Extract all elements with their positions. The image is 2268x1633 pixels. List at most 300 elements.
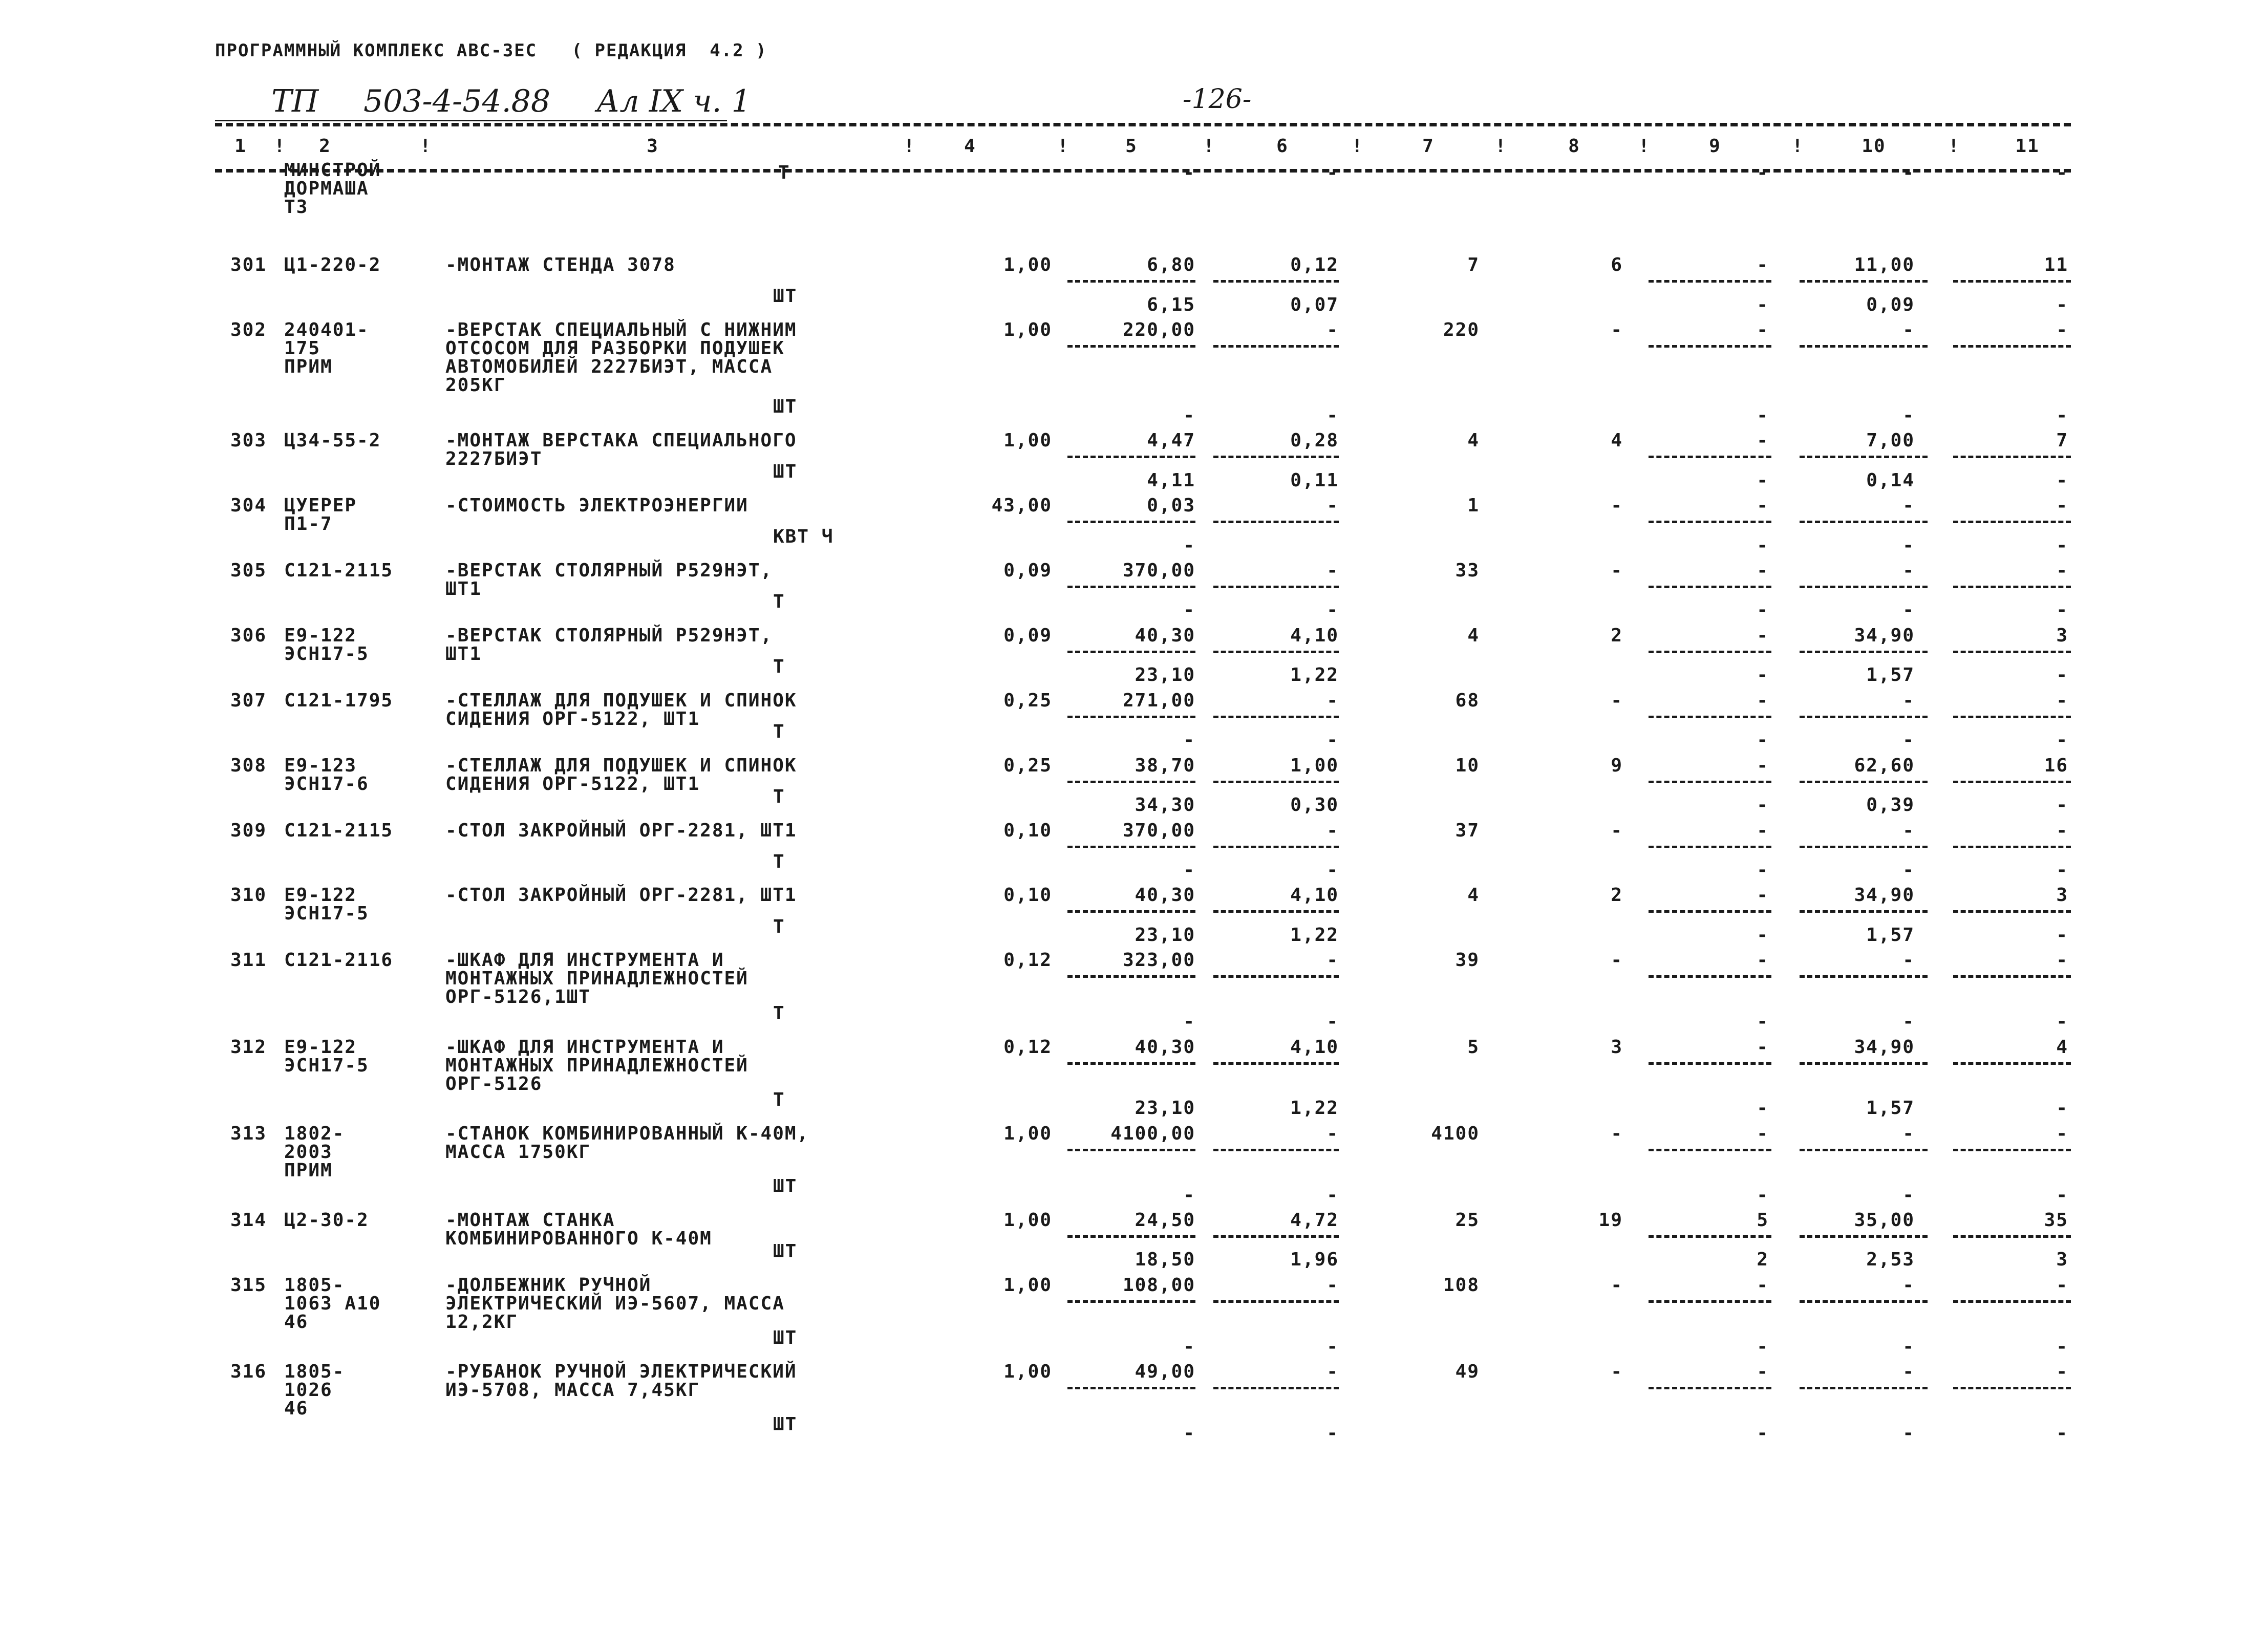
cell-c9-primary: - (1757, 690, 1769, 711)
item-quantity: 0,25 (1003, 755, 1052, 776)
subtotal-rule (1213, 1149, 1339, 1151)
cell-c10-primary: - (1902, 690, 1915, 711)
subtotal-rule (1067, 1149, 1195, 1151)
subtotal-rule (1067, 586, 1195, 588)
cell-c9-secondary: - (1757, 162, 1769, 183)
item-quantity: 0,09 (1003, 560, 1052, 581)
subtotal-rule (1649, 781, 1771, 783)
subtotal-rule (1067, 910, 1195, 913)
cell-c6-primary: 4,10 (1290, 885, 1339, 906)
subtotal-rule (1067, 1062, 1195, 1065)
subtotal-rule (1213, 1387, 1339, 1389)
cell-c6-secondary: - (1326, 1184, 1339, 1206)
cell-c11-secondary: - (2056, 1184, 2068, 1206)
cell-c9-secondary: - (1757, 1336, 1769, 1357)
cell-c7-primary: 25 (1455, 1209, 1480, 1231)
cell-c9-secondary: - (1757, 860, 1769, 881)
cell-c9-primary: - (1757, 625, 1769, 646)
cell-c9-secondary: - (1757, 599, 1769, 621)
cell-c11-secondary: 3 (2056, 1249, 2068, 1271)
subtotal-rule (1067, 781, 1195, 783)
subtotal-rule (1800, 975, 1928, 978)
item-quantity: 1,00 (1003, 1123, 1052, 1144)
column-header-8: 8 (1568, 136, 1580, 157)
subtotal-rule (1953, 910, 2071, 913)
item-quantity: 1,00 (1003, 1209, 1052, 1231)
item-description: -ВЕРСТАК СТОЛЯРНЫЙ Р529НЭТ, ШТ1 (445, 560, 773, 599)
item-quantity: 0,09 (1003, 625, 1052, 646)
cell-c11-primary: - (2056, 495, 2068, 516)
cell-c6-secondary: - (1326, 1336, 1339, 1357)
cell-c9-primary: 5 (1757, 1209, 1769, 1231)
item-quantity: 0,25 (1003, 690, 1052, 711)
item-quantity: 1,00 (1003, 430, 1052, 452)
cell-c5-secondary: 4,11 (1147, 469, 1195, 491)
item-unit: ШТ (773, 286, 798, 307)
cell-c5-secondary: 6,15 (1147, 294, 1195, 315)
cell-c10-secondary: 1,57 (1866, 664, 1915, 686)
cell-c6-primary: - (1326, 162, 1339, 183)
cell-c6-primary: - (1326, 560, 1339, 581)
cell-c9-primary: - (1757, 950, 1769, 971)
row-number: 302 (230, 319, 267, 340)
cell-c6-primary: 4,72 (1290, 1209, 1339, 1231)
cell-c8-primary: - (1611, 1361, 1623, 1382)
cell-c11-secondary: - (2056, 1011, 2068, 1033)
cell-c11-primary: 35 (2044, 1209, 2068, 1231)
cell-c5-primary: 108,00 (1122, 1274, 1195, 1296)
cell-c10-primary: - (1902, 1361, 1915, 1382)
cell-c5-primary: 323,00 (1122, 950, 1195, 971)
cell-c11-primary: - (2056, 950, 2068, 971)
cell-c7-primary: 108 (1443, 1274, 1480, 1296)
cell-c8-primary: - (1611, 495, 1623, 516)
cell-c8-primary: 2 (1611, 885, 1623, 906)
row-number: 311 (230, 950, 267, 971)
item-description: -СТАНОК КОМБИНИРОВАННЫЙ К-40М, МАССА 1750КГ (445, 1123, 809, 1163)
subtotal-rule (1213, 781, 1339, 783)
column-header-1: 1 (234, 136, 247, 157)
cell-c9-secondary: - (1757, 404, 1769, 426)
cell-c11-secondary: - (2056, 534, 2068, 556)
item-description: -МОНТАЖ СТАНКА КОМБИНИРОВАННОГО К-40М (445, 1209, 712, 1249)
cell-c6-primary: - (1326, 495, 1339, 516)
cell-c9-secondary: - (1757, 469, 1769, 491)
item-unit: Т (773, 1089, 785, 1110)
cell-c10-primary: 7,00 (1866, 430, 1915, 452)
cell-c8-primary: 2 (1611, 625, 1623, 646)
cell-c5-primary: 40,30 (1135, 625, 1195, 646)
item-unit: ШТ (773, 1414, 798, 1435)
cell-c10-primary: 62,60 (1854, 755, 1915, 776)
subtotal-rule (1213, 1062, 1339, 1065)
cell-c10-secondary: - (1902, 860, 1915, 881)
subtotal-rule (1213, 586, 1339, 588)
cell-c6-secondary: 1,22 (1290, 664, 1339, 686)
column-header-6: 6 (1276, 136, 1289, 157)
cell-c9-secondary: 2 (1757, 1249, 1769, 1271)
subtotal-rule (1800, 521, 1928, 523)
item-description: -МОНТАЖ СТЕНДА 3078 (445, 254, 676, 275)
item-code: 1805- 1063 А10 46 (284, 1274, 381, 1333)
subtotal-rule (1067, 456, 1195, 458)
cell-c10-secondary: - (1902, 404, 1915, 426)
cell-c5-primary: 40,30 (1135, 885, 1195, 906)
cell-c10-secondary: 0,09 (1866, 294, 1915, 315)
cell-c9-primary: - (1757, 1361, 1769, 1382)
cell-c6-primary: - (1326, 319, 1339, 340)
cell-c11-primary: - (2056, 560, 2068, 581)
doc-underline (215, 120, 727, 121)
cell-c5-secondary: - (1183, 860, 1195, 881)
row-number: 303 (230, 430, 267, 452)
cell-c5-secondary: 18,50 (1135, 1249, 1195, 1271)
cell-c7-primary: 1 (1467, 495, 1480, 516)
item-code: С121-1795 (284, 690, 394, 711)
subtotal-rule (1649, 651, 1771, 653)
item-description: -ВЕРСТАК СТОЛЯРНЫЙ Р529НЭТ, ШТ1 (445, 625, 773, 664)
cell-c11-primary: - (2056, 1274, 2068, 1296)
row-number: 305 (230, 560, 267, 581)
cell-c6-primary: 0,12 (1290, 254, 1339, 275)
cell-c10-secondary: - (1902, 1422, 1915, 1444)
subtotal-rule (1800, 280, 1928, 283)
subtotal-rule (1953, 975, 2071, 978)
cell-c10-secondary: 0,39 (1866, 794, 1915, 816)
cell-c11-secondary: - (2056, 294, 2068, 315)
item-unit: Т (773, 721, 785, 742)
subtotal-rule (1953, 345, 2071, 348)
cell-c5-primary: 220,00 (1122, 319, 1195, 340)
row-number: 316 (230, 1361, 267, 1382)
cell-c5-primary: 38,70 (1135, 755, 1195, 776)
cell-c10-secondary: - (1902, 729, 1915, 751)
subtotal-rule (1800, 846, 1928, 848)
cell-c11-secondary: - (2056, 469, 2068, 491)
subtotal-rule (1213, 345, 1339, 348)
item-unit: ШТ (773, 396, 798, 418)
cell-c11-secondary: - (2056, 1336, 2068, 1357)
cell-c5-primary: - (1183, 162, 1195, 183)
program-header: ПРОГРАММНЫЙ КОМПЛЕКС АВС-ЗЕС ( РЕДАКЦИЯ 4.2 ) (215, 40, 767, 61)
cell-c11-primary: 3 (2056, 625, 2068, 646)
column-separator: ! (1495, 136, 1507, 157)
item-code: Е9-123 ЭСН17-6 (284, 755, 369, 794)
item-quantity: 1,00 (1003, 1274, 1052, 1296)
cell-c11-secondary: - (2056, 664, 2068, 686)
cell-c10-primary: - (1902, 560, 1915, 581)
item-code: Е9-122 ЭСН17-5 (284, 625, 369, 664)
cell-c8-primary: - (1611, 319, 1623, 340)
cell-c5-secondary: 23,10 (1135, 924, 1195, 946)
cell-c10-primary: 34,90 (1854, 625, 1915, 646)
cell-c10-primary: 35,00 (1854, 1209, 1915, 1231)
item-code: Ц34-55-2 (284, 430, 381, 452)
item-unit: Т (773, 851, 785, 872)
item-quantity: 1,00 (1003, 319, 1052, 340)
cell-c5-secondary: - (1183, 404, 1195, 426)
row-number: 307 (230, 690, 267, 711)
subtotal-rule (1213, 1235, 1339, 1238)
subtotal-rule (1649, 280, 1771, 283)
cell-c9-secondary: - (1757, 1422, 1769, 1444)
subtotal-rule (1649, 456, 1771, 458)
item-unit: ШТ (773, 1327, 798, 1349)
cell-c6-primary: 4,10 (1290, 625, 1339, 646)
cell-c8-primary: 9 (1611, 755, 1623, 776)
subtotal-rule (1953, 716, 2071, 718)
subtotal-rule (1213, 910, 1339, 913)
column-separator: ! (1057, 136, 1069, 157)
cell-c9-secondary: - (1757, 924, 1769, 946)
subtotal-rule (1953, 1300, 2071, 1303)
item-description: -МОНТАЖ ВЕРСТАКА СПЕЦИАЛЬНОГО 2227БИЭТ (445, 430, 797, 470)
cell-c6-secondary: - (1326, 729, 1339, 751)
cell-c9-primary: - (1757, 1274, 1769, 1296)
cell-c9-secondary: - (1757, 294, 1769, 315)
subtotal-rule (1649, 1387, 1771, 1389)
item-description: -СТЕЛЛАЖ ДЛЯ ПОДУШЕК И СПИНОК СИДЕНИЯ ОРГ-5122, ШТ1 (445, 690, 797, 729)
doc-number: 503-4-54.88 (363, 83, 551, 119)
cell-c8-primary: - (1611, 560, 1623, 581)
cell-c6-secondary: 0,30 (1290, 794, 1339, 816)
cell-c9-primary: - (1757, 755, 1769, 776)
item-code: МИНСТРОЙ ДОРМАША ТЗ (284, 160, 381, 218)
cell-c6-primary: 4,10 (1290, 1036, 1339, 1058)
item-unit: Т (773, 656, 785, 677)
cell-c6-secondary: - (1326, 1422, 1339, 1444)
subtotal-rule (1067, 1387, 1195, 1389)
cell-c11-primary: 11 (2044, 254, 2068, 275)
item-unit: Т (773, 591, 785, 612)
cell-c11-primary: - (2056, 820, 2068, 841)
cell-c11-secondary: - (2056, 404, 2068, 426)
cell-c6-primary: - (1326, 820, 1339, 841)
doc-prefix: ТП (271, 83, 319, 119)
subtotal-rule (1800, 456, 1928, 458)
item-description: -ДОЛБЕЖНИК РУЧНОЙ ЭЛЕКТРИЧЕСКИЙ ИЭ-5607, МАССА 12,2КГ (445, 1274, 785, 1333)
subtotal-rule (1213, 280, 1339, 283)
column-header-5: 5 (1125, 136, 1138, 157)
cell-c10-primary: - (1902, 950, 1915, 971)
cell-c9-primary: - (1757, 1036, 1769, 1058)
cell-c10-secondary: - (1902, 599, 1915, 621)
cell-c11-primary: 3 (2056, 885, 2068, 906)
column-separator: ! (1203, 136, 1215, 157)
subtotal-rule (1953, 521, 2071, 523)
subtotal-rule (1800, 1149, 1928, 1151)
subtotal-rule (1953, 586, 2071, 588)
subtotal-rule (1800, 1387, 1928, 1389)
cell-c10-primary: 34,90 (1854, 885, 1915, 906)
subtotal-rule (1953, 651, 2071, 653)
item-unit: ШТ (773, 1176, 798, 1197)
cell-c11-secondary: - (2056, 924, 2068, 946)
cell-c9-primary: - (1757, 820, 1769, 841)
subtotal-rule (1953, 846, 2071, 848)
cell-c5-secondary: 23,10 (1135, 664, 1195, 686)
subtotal-rule (1067, 716, 1195, 718)
cell-c6-secondary: - (1326, 599, 1339, 621)
column-header-9: 9 (1709, 136, 1721, 157)
subtotal-rule (1649, 716, 1771, 718)
cell-c9-secondary: - (1757, 664, 1769, 686)
cell-c7-primary: 5 (1467, 1036, 1480, 1058)
column-header-10: 10 (1862, 136, 1886, 157)
row-number: 314 (230, 1209, 267, 1231)
cell-c10-secondary: - (1902, 1184, 1915, 1206)
subtotal-rule (1953, 781, 2071, 783)
cell-c10-primary: 34,90 (1854, 1036, 1915, 1058)
cell-c10-secondary: 0,14 (1866, 469, 1915, 491)
cell-c10-primary: - (1902, 495, 1915, 516)
cell-c5-secondary: 23,10 (1135, 1098, 1195, 1119)
item-unit: Т (773, 916, 785, 937)
column-header-4: 4 (964, 136, 976, 157)
cell-c11-secondary: - (2056, 599, 2068, 621)
cell-c11-secondary: - (2056, 162, 2068, 183)
cell-c8-primary: 19 (1598, 1209, 1623, 1231)
cell-c10-secondary: - (1902, 1011, 1915, 1033)
column-separator: ! (1638, 136, 1651, 157)
cell-c5-primary: 24,50 (1135, 1209, 1195, 1231)
item-quantity: 43,00 (991, 495, 1052, 516)
subtotal-rule (1649, 521, 1771, 523)
cell-c8-primary: - (1611, 1274, 1623, 1296)
cell-c5-secondary: 34,30 (1135, 794, 1195, 816)
cell-c8-primary: 3 (1611, 1036, 1623, 1058)
cell-c9-primary: - (1757, 560, 1769, 581)
subtotal-rule (1213, 975, 1339, 978)
subtotal-rule (1649, 586, 1771, 588)
subtotal-rule (1649, 846, 1771, 848)
cell-c9-secondary: - (1757, 794, 1769, 816)
item-code: С121-2116 (284, 950, 394, 971)
subtotal-rule (1800, 716, 1928, 718)
cell-c5-secondary: - (1183, 1336, 1195, 1357)
cell-c9-primary: - (1757, 254, 1769, 275)
item-description: -ШКАФ ДЛЯ ИНСТРУМЕНТА И МОНТАЖНЫХ ПРИНАДЛЕЖНОСТЕЙ ОРГ-5126,1ШТ (445, 950, 748, 1008)
cell-c10-secondary: - (1902, 1336, 1915, 1357)
cell-c7-primary: 4 (1467, 430, 1480, 452)
cell-c5-primary: 40,30 (1135, 1036, 1195, 1058)
item-quantity: 0,12 (1003, 1036, 1052, 1058)
cell-c9-secondary: - (1757, 1011, 1769, 1033)
cell-c10-primary: - (1902, 1123, 1915, 1144)
cell-c7-primary: 220 (1443, 319, 1480, 340)
cell-c6-secondary: 1,96 (1290, 1249, 1339, 1271)
cell-c11-primary: 4 (2056, 1036, 2068, 1058)
subtotal-rule (1213, 651, 1339, 653)
cell-c7-primary: 37 (1455, 820, 1480, 841)
column-separator: ! (1352, 136, 1364, 157)
subtotal-rule (1649, 345, 1771, 348)
subtotal-rule (1800, 651, 1928, 653)
row-number: 306 (230, 625, 267, 646)
cell-c9-primary: - (1757, 319, 1769, 340)
cell-c11-primary: 16 (2044, 755, 2068, 776)
cell-c8-primary: - (1611, 1123, 1623, 1144)
cell-c9-secondary: - (1757, 729, 1769, 751)
item-unit: Т (773, 786, 785, 807)
cell-c5-primary: 4,47 (1147, 430, 1195, 452)
cell-c7-primary: 33 (1455, 560, 1480, 581)
subtotal-rule (1800, 781, 1928, 783)
column-separator: ! (904, 136, 916, 157)
cell-c10-primary: - (1902, 820, 1915, 841)
cell-c7-primary: 7 (1467, 254, 1480, 275)
item-code: С121-2115 (284, 560, 394, 581)
subtotal-rule (1067, 280, 1195, 283)
cell-c6-primary: - (1326, 1274, 1339, 1296)
item-description: -СТОИМОСТЬ ЭЛЕКТРОЭНЕРГИИ (445, 495, 748, 516)
cell-c7-primary: 10 (1455, 755, 1480, 776)
subtotal-rule (1649, 910, 1771, 913)
item-code: 1805- 1026 46 (284, 1361, 345, 1419)
column-header-11: 11 (2015, 136, 2040, 157)
item-unit: Т (773, 1002, 785, 1024)
cell-c5-primary: 6,80 (1147, 254, 1195, 275)
subtotal-rule (1953, 280, 2071, 283)
cell-c11-primary: - (2056, 1123, 2068, 1144)
column-separator: ! (420, 136, 432, 157)
subtotal-rule (1213, 1300, 1339, 1303)
item-quantity: 0,10 (1003, 820, 1052, 841)
item-code: Е9-122 ЭСН17-5 (284, 885, 369, 925)
item-description: -РУБАНОК РУЧНОЙ ЭЛЕКТРИЧЕСКИЙ ИЭ-5708, МАССА 7,45КГ (445, 1361, 797, 1401)
cell-c7-primary: 68 (1455, 690, 1480, 711)
row-number: 313 (230, 1123, 267, 1144)
cell-c9-primary: - (1757, 1123, 1769, 1144)
cell-c11-secondary: - (2056, 794, 2068, 816)
subtotal-rule (1649, 1062, 1771, 1065)
cell-c8-primary: - (1611, 950, 1623, 971)
column-header-2: 2 (319, 136, 331, 157)
row-number: 310 (230, 885, 267, 906)
item-unit: ШТ (773, 461, 798, 483)
item-description: -СТЕЛЛАЖ ДЛЯ ПОДУШЕК И СПИНОК СИДЕНИЯ ОРГ-5122, ШТ1 (445, 755, 797, 794)
column-header-7: 7 (1422, 136, 1435, 157)
cell-c7-primary: 4 (1467, 625, 1480, 646)
item-code: Ц2-30-2 (284, 1209, 369, 1231)
cell-c7-primary: 4100 (1431, 1123, 1480, 1144)
item-quantity: 0,12 (1003, 950, 1052, 971)
cell-c5-primary: 49,00 (1135, 1361, 1195, 1382)
row-number: 315 (230, 1274, 267, 1296)
subtotal-rule (1067, 1300, 1195, 1303)
cell-c6-secondary: - (1326, 1011, 1339, 1033)
subtotal-rule (1067, 846, 1195, 848)
cell-c9-secondary: - (1757, 1098, 1769, 1119)
cell-c9-primary: - (1757, 495, 1769, 516)
subtotal-rule (1067, 1235, 1195, 1238)
item-unit: Т (778, 162, 790, 183)
cell-c10-primary: - (1902, 319, 1915, 340)
item-description: -ШКАФ ДЛЯ ИНСТРУМЕНТА И МОНТАЖНЫХ ПРИНАДЛЕЖНОСТЕЙ ОРГ-5126 (445, 1036, 748, 1094)
subtotal-rule (1953, 1387, 2071, 1389)
subtotal-rule (1800, 1300, 1928, 1303)
item-code: 1802- 2003 ПРИМ (284, 1123, 345, 1181)
subtotal-rule (1953, 456, 2071, 458)
subtotal-rule (1953, 1235, 2071, 1238)
item-code: 240401- 175 ПРИМ (284, 319, 369, 377)
cell-c9-primary: - (1757, 885, 1769, 906)
cell-c11-secondary: - (2056, 860, 2068, 881)
item-quantity: 0,10 (1003, 885, 1052, 906)
table-top-rule (215, 123, 2071, 126)
page-number: -126- (1183, 84, 1252, 115)
subtotal-rule (1953, 1149, 2071, 1151)
